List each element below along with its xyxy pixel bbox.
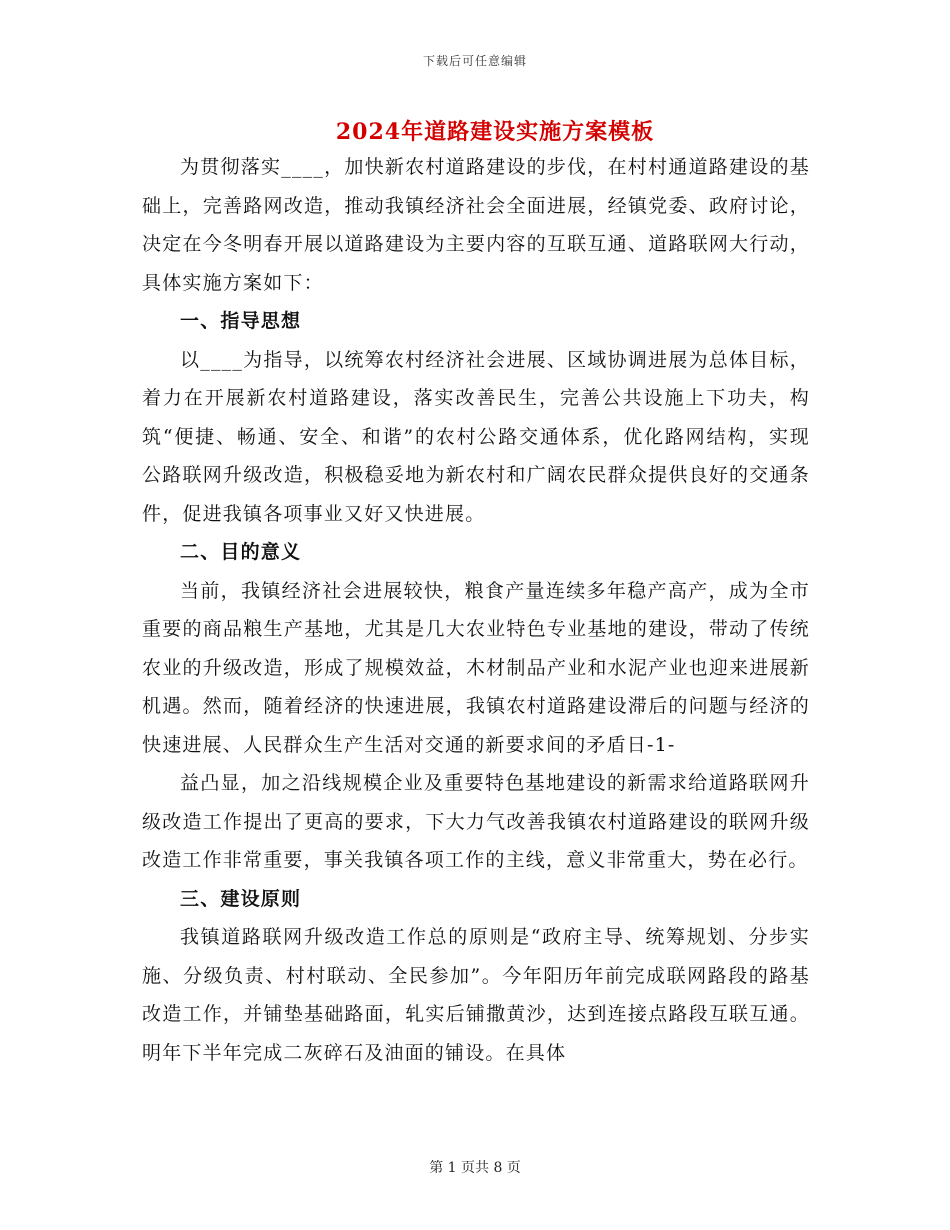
document-body	[142, 148, 810, 1072]
section-paragraph: 当前，我镇经济社会进展较快，粮食产量连续多年稳产高产，成为全市重要的商品粮生产基地，尤其是几大农业特色专业基地的建设，带动了传统农业的升级改造，形成了规模效益，木材制品产业和水泥产业也迎来进展新机遇。然而，随着经济的快速进展，我镇农村道路建设滞后的问题与经济的快速进展、人民群众生产生活对交通的新要求间的矛盾日-1-	[142, 579, 810, 756]
section-heading-principles: 三、建设原则	[180, 887, 302, 910]
section-paragraph: 益凸显，加之沿线规模企业及重要特色基地建设的新需求给道路联网升级改造工作提出了更高的要求，下大力气改善我镇农村道路建设的联网升级改造工作非常重要，事关我镇各项工作的主线，意义非常重大，势在必行。	[142, 772, 810, 871]
page-footer: 第 1 页共 8 页	[429, 1160, 521, 1176]
section-paragraph: 我镇道路联网升级改造工作总的原则是“政府主导、统筹规划、分步实施、分级负责、村村联动、全民参加”。今年阳历年前完成联网路段的路基改造工作，并铺垫基础路面，轧实后铺撒黄沙，达到连接点路段互联互通。明年下半年完成二灰碎石及油面的铺设。在具体	[142, 926, 810, 1064]
page-header: 下载后可任意编辑	[422, 54, 527, 68]
section-heading-guiding-ideology: 一、指导思想	[180, 310, 302, 332]
document-title: 2024年道路建设实施方案模板	[335, 119, 655, 145]
section-heading-purpose: 二、目的意义	[180, 541, 302, 563]
section-paragraph: 以____为指导，以统筹农村经济社会进展、区域协调进展为总体目标，着力在开展新农村道路建设，落实改善民生，完善公共设施上下功夫，构筑“便捷、畅通、安全、和谐”的农村公路交通体系，优化路网结构，实现公路联网升级改造，积极稳妥地为新农村和广阔农民群众提供良好的交通条件，促进我镇各项事业又好又快进展。	[142, 348, 810, 525]
intro-paragraph: 为贯彻落实____，加快新农村道路建设的步伐，在村村通道路建设的基础上，完善路网改造，推动我镇经济社会全面进展，经镇党委、政府讨论，决定在今冬明春开展以道路建设为主要内容的互联互通、道路联网大行动，具体实施方案如下：	[142, 156, 810, 294]
